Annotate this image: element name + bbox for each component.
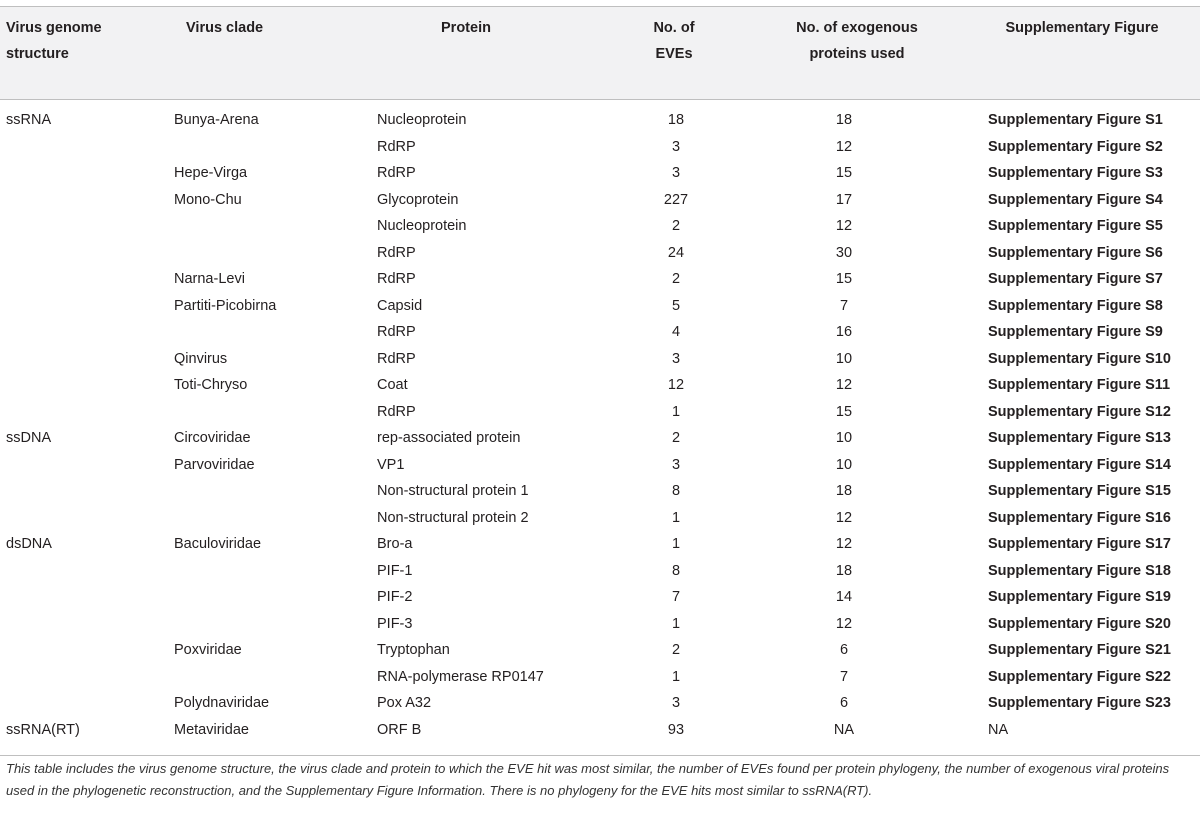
cell-supplementary-figure: Supplementary Figure S21	[988, 642, 1171, 658]
cell-genome-structure: ssDNA	[6, 430, 52, 446]
cell-protein: Coat	[377, 377, 408, 393]
cell-no-of-exogenous-proteins: 18	[835, 562, 853, 579]
cell-supplementary-figure: Supplementary Figure S6	[988, 244, 1163, 261]
cell-no-of-exogenous-proteins: 12	[835, 138, 853, 155]
cell-protein: Bro-a	[377, 536, 413, 552]
cell-no-of-eves: 1	[671, 615, 681, 632]
cell-virus-clade: Parvoviridae	[174, 456, 255, 473]
table-row	[0, 266, 1200, 293]
cell-protein: Capsid	[377, 297, 423, 314]
cell-protein: Glycoprotein	[377, 191, 459, 208]
header-no-of-eves: No. of EVEs	[653, 20, 695, 62]
cell-supplementary-figure: Supplementary Figure S5	[988, 218, 1163, 234]
cell-supplementary-figure: Supplementary Figure S4	[988, 191, 1163, 208]
table-row	[0, 319, 1200, 346]
table-row	[0, 107, 1200, 134]
cell-no-of-exogenous-proteins: 10	[835, 456, 853, 473]
cell-no-of-exogenous-proteins: 30	[835, 244, 853, 261]
table-row	[0, 505, 1200, 532]
cell-no-of-eves: 93	[667, 721, 685, 738]
cell-protein: PIF-1	[377, 562, 413, 579]
cell-protein: RdRP	[377, 324, 416, 340]
cell-supplementary-figure: Supplementary Figure S7	[988, 271, 1163, 287]
cell-no-of-exogenous-proteins: 12	[835, 509, 853, 526]
header-genome-structure: Virus genome structure	[6, 20, 102, 62]
cell-supplementary-figure: NA	[988, 721, 1009, 738]
cell-no-of-eves: 7	[671, 589, 681, 605]
cell-supplementary-figure: Supplementary Figure S3	[988, 165, 1163, 181]
cell-virus-clade: Qinvirus	[174, 350, 228, 367]
cell-no-of-eves: 3	[671, 695, 681, 711]
cell-no-of-eves: 5	[671, 297, 681, 314]
cell-no-of-eves: 2	[671, 271, 681, 287]
cell-no-of-eves: 1	[671, 668, 681, 685]
table-row	[0, 478, 1200, 505]
cell-protein: RdRP	[377, 271, 416, 287]
cell-protein: RdRP	[377, 244, 416, 261]
cell-supplementary-figure: Supplementary Figure S13	[988, 430, 1171, 446]
cell-no-of-exogenous-proteins: 12	[835, 536, 853, 552]
cell-virus-clade: Narna-Levi	[174, 271, 245, 287]
cell-no-of-eves: 1	[671, 536, 681, 552]
table-row	[0, 187, 1200, 214]
cell-protein: RdRP	[377, 165, 416, 181]
cell-no-of-eves: 24	[667, 244, 685, 261]
table-row	[0, 717, 1200, 744]
table-row	[0, 293, 1200, 320]
cell-no-of-exogenous-proteins: 7	[839, 668, 849, 685]
cell-supplementary-figure: Supplementary Figure S2	[988, 138, 1163, 155]
data-table	[0, 6, 1200, 743]
cell-no-of-exogenous-proteins: 15	[835, 165, 853, 181]
table-row	[0, 425, 1200, 452]
cell-protein: RdRP	[377, 350, 416, 367]
cell-supplementary-figure: Supplementary Figure S14	[988, 456, 1171, 473]
table-row	[0, 452, 1200, 479]
cell-no-of-eves: 8	[671, 483, 681, 499]
cell-protein: Nucleoprotein	[377, 112, 467, 128]
cell-supplementary-figure: Supplementary Figure S18	[988, 562, 1171, 579]
cell-protein: Tryptophan	[377, 642, 450, 658]
cell-no-of-exogenous-proteins: 12	[835, 615, 853, 632]
cell-supplementary-figure: Supplementary Figure S23	[988, 695, 1171, 711]
table-row	[0, 399, 1200, 426]
cell-virus-clade: Metaviridae	[174, 721, 249, 738]
cell-supplementary-figure: Supplementary Figure S8	[988, 297, 1163, 314]
cell-virus-clade: Mono-Chu	[174, 191, 242, 208]
cell-no-of-exogenous-proteins: 16	[835, 324, 853, 340]
cell-no-of-eves: 12	[667, 377, 685, 393]
table-row	[0, 558, 1200, 585]
cell-no-of-eves: 4	[671, 324, 681, 340]
cell-supplementary-figure: Supplementary Figure S1	[988, 112, 1163, 128]
table-row	[0, 531, 1200, 558]
cell-no-of-eves: 2	[671, 430, 681, 446]
cell-protein: PIF-2	[377, 589, 413, 605]
cell-protein: RNA-polymerase RP0147	[377, 668, 544, 685]
cell-supplementary-figure: Supplementary Figure S16	[988, 509, 1171, 526]
cell-no-of-exogenous-proteins: 12	[835, 377, 853, 393]
cell-protein: Pox A32	[377, 695, 432, 711]
cell-no-of-exogenous-proteins: 12	[835, 218, 853, 234]
cell-no-of-exogenous-proteins: 10	[835, 350, 853, 367]
header-virus-clade: Virus clade	[186, 20, 264, 36]
cell-no-of-exogenous-proteins: 15	[835, 403, 853, 420]
cell-virus-clade: Bunya-Arena	[174, 112, 259, 128]
cell-supplementary-figure: Supplementary Figure S19	[988, 589, 1171, 605]
cell-no-of-eves: 2	[671, 218, 681, 234]
table-row	[0, 637, 1200, 664]
cell-virus-clade: Hepe-Virga	[174, 165, 248, 181]
cell-virus-clade: Toti-Chryso	[174, 377, 248, 393]
cell-supplementary-figure: Supplementary Figure S10	[988, 350, 1171, 367]
cell-no-of-exogenous-proteins: 6	[839, 642, 849, 658]
cell-supplementary-figure: Supplementary Figure S17	[988, 536, 1171, 552]
cell-supplementary-figure: Supplementary Figure S20	[988, 615, 1171, 632]
cell-no-of-eves: 1	[671, 509, 681, 526]
cell-no-of-eves: 3	[671, 138, 681, 155]
cell-no-of-eves: 1	[671, 403, 681, 420]
cell-no-of-exogenous-proteins: 18	[835, 483, 853, 499]
cell-virus-clade: Baculoviridae	[174, 536, 262, 552]
cell-no-of-exogenous-proteins: 15	[835, 271, 853, 287]
cell-no-of-eves: 2	[671, 642, 681, 658]
cell-virus-clade: Circoviridae	[174, 430, 251, 446]
table-caption: This table includes the virus genome structure, the virus clade and protein to which the EVE hit was most similar, the number of EVEs found per protein phylogeny, the number of exogenous viral proteins used in the phylogenetic reconstruction, and the Supplementary Figure Information. There is no phylogeny for the EVE hits most similar to ssRNA(RT).	[6, 761, 1170, 798]
table-row	[0, 134, 1200, 161]
cell-virus-clade: Partiti-Picobirna	[174, 297, 277, 314]
cell-protein: ORF B	[377, 721, 422, 738]
table-row	[0, 240, 1200, 267]
cell-no-of-eves: 3	[671, 165, 681, 181]
table-row	[0, 584, 1200, 611]
cell-genome-structure: ssRNA(RT)	[6, 721, 80, 738]
cell-virus-clade: Polydnaviridae	[174, 695, 270, 711]
table-row	[0, 690, 1200, 717]
cell-no-of-eves: 3	[671, 350, 681, 367]
table-row	[0, 346, 1200, 373]
header-supplementary-figure: Supplementary Figure	[1005, 20, 1159, 36]
cell-genome-structure: ssRNA	[6, 112, 52, 128]
table-row	[0, 664, 1200, 691]
cell-protein: Non-structural protein 2	[377, 509, 529, 526]
cell-supplementary-figure: Supplementary Figure S15	[988, 483, 1171, 499]
header-protein: Protein	[441, 20, 491, 36]
cell-supplementary-figure: Supplementary Figure S22	[988, 668, 1171, 685]
cell-no-of-exogenous-proteins: 17	[835, 191, 853, 208]
cell-no-of-exogenous-proteins: 6	[839, 695, 849, 711]
table-row	[0, 160, 1200, 187]
cell-no-of-eves: 227	[663, 191, 689, 208]
table-bottom-rule	[0, 755, 1200, 756]
cell-no-of-exogenous-proteins: NA	[833, 721, 855, 738]
table-body	[0, 100, 1200, 743]
header-no-of-exogenous-proteins: No. of exogenous proteins used	[796, 20, 918, 62]
cell-no-of-eves: 3	[671, 456, 681, 473]
table-header	[0, 6, 1200, 100]
table-row	[0, 213, 1200, 240]
cell-protein: VP1	[377, 456, 405, 473]
cell-no-of-exogenous-proteins: 18	[835, 112, 853, 128]
cell-genome-structure: dsDNA	[6, 536, 52, 552]
cell-protein: Non-structural protein 1	[377, 483, 529, 499]
table-row	[0, 372, 1200, 399]
cell-protein: RdRP	[377, 403, 416, 420]
cell-protein: Nucleoprotein	[377, 218, 467, 234]
cell-supplementary-figure: Supplementary Figure S12	[988, 403, 1171, 420]
cell-no-of-eves: 18	[667, 112, 685, 128]
cell-no-of-exogenous-proteins: 14	[835, 589, 853, 605]
cell-no-of-exogenous-proteins: 10	[835, 430, 853, 446]
cell-protein: rep-associated protein	[377, 430, 521, 446]
cell-supplementary-figure: Supplementary Figure S9	[988, 324, 1163, 340]
cell-no-of-eves: 8	[671, 562, 681, 579]
cell-supplementary-figure: Supplementary Figure S11	[988, 377, 1171, 393]
cell-no-of-exogenous-proteins: 7	[839, 297, 849, 314]
cell-protein: RdRP	[377, 138, 416, 155]
cell-protein: PIF-3	[377, 615, 413, 632]
cell-virus-clade: Poxviridae	[174, 642, 242, 658]
table-row	[0, 611, 1200, 638]
